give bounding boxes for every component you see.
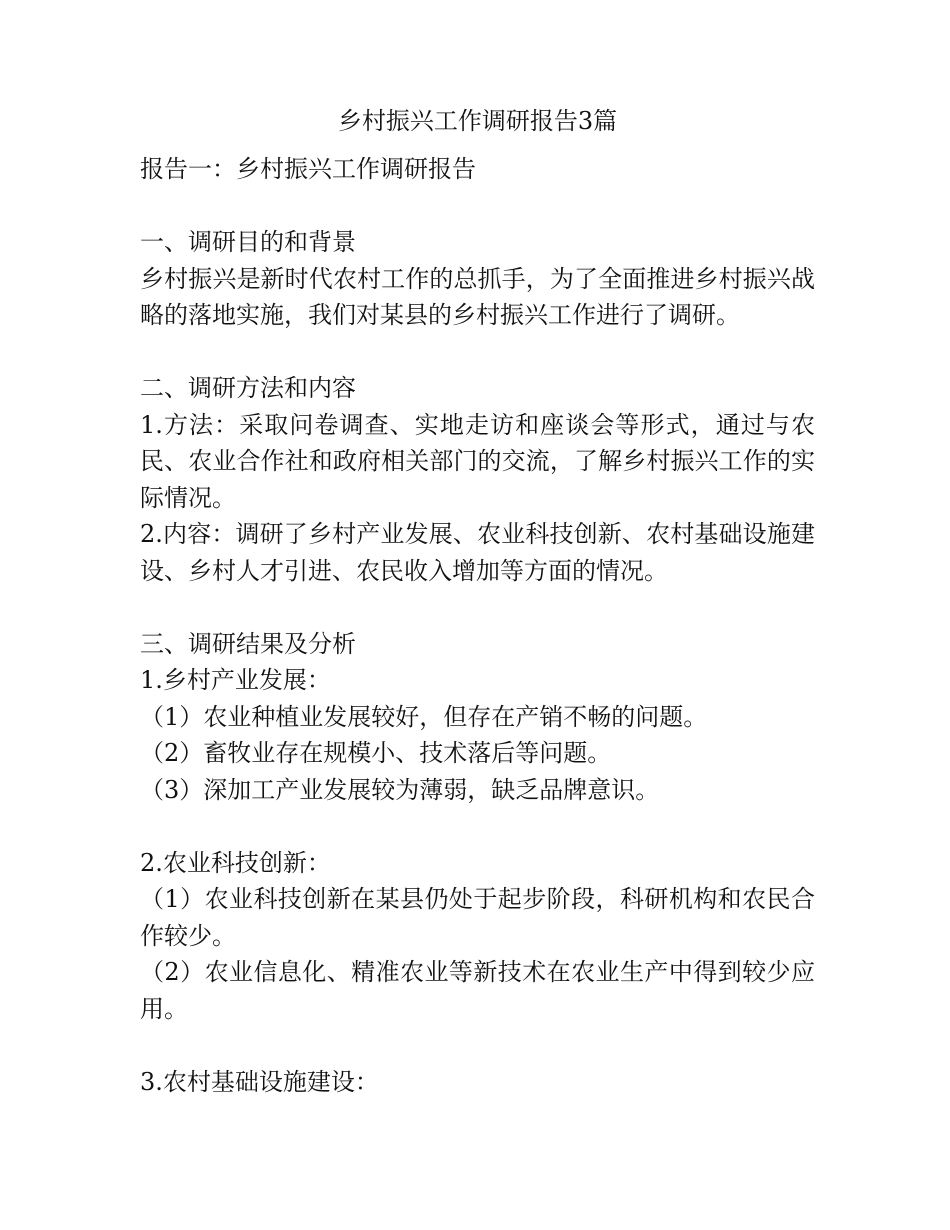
- sub1-item: （3）深加工产业发展较为薄弱，缺乏品牌意识。: [140, 775, 660, 804]
- section1-text: 乡村振兴是新时代农村工作的总抓手，为了全面推进乡村振兴战略的落地实施，我们对某县的乡村振兴工作进行了调研。: [140, 264, 815, 329]
- sub2-item: （2）农业信息化、精准农业等新技术在农业生产中得到较少应用。: [140, 958, 815, 1023]
- sub3-heading: 3.农村基础设施建设：: [140, 1067, 379, 1096]
- section1-heading: 一、调研目的和背景: [140, 228, 356, 256]
- section2-heading: 二、调研方法和内容: [140, 374, 356, 402]
- sub2-heading: 2.农业科技创新：: [140, 848, 331, 877]
- blank-line: [140, 1027, 815, 1064]
- section2-content: 2.内容：调研了乡村产业发展、农业科技创新、农村基础设施建设、乡村人才引进、农民收入增加等方面的情况。: [140, 520, 815, 585]
- sub2-item: （1）农业科技创新在某县仍处于起步阶段，科研机构和农民合作较少。: [140, 885, 815, 950]
- blank-line: [140, 334, 815, 371]
- blank-line: [140, 808, 815, 845]
- document-body: [140, 103, 815, 1100]
- blank-line: [140, 589, 815, 626]
- section3-heading: 三、调研结果及分析: [140, 629, 356, 658]
- sub1-item: （2）畜牧业存在规模小、技术落后等问题。: [140, 739, 612, 767]
- blank-line: [140, 188, 815, 225]
- sub1-item: （1）农业种植业发展较好，但存在产销不畅的问题。: [140, 702, 708, 731]
- section2-method: 1.方法：采取问卷调查、实地走访和座谈会等形式，通过与农民、农业合作社和政府相关部门的交流，了解乡村振兴工作的实际情况。: [140, 410, 815, 512]
- report-heading: 报告一：乡村振兴工作调研报告: [140, 155, 476, 183]
- sub1-heading: 1.乡村产业发展：: [140, 666, 331, 694]
- document-title: 乡村振兴工作调研报告3篇: [337, 107, 618, 135]
